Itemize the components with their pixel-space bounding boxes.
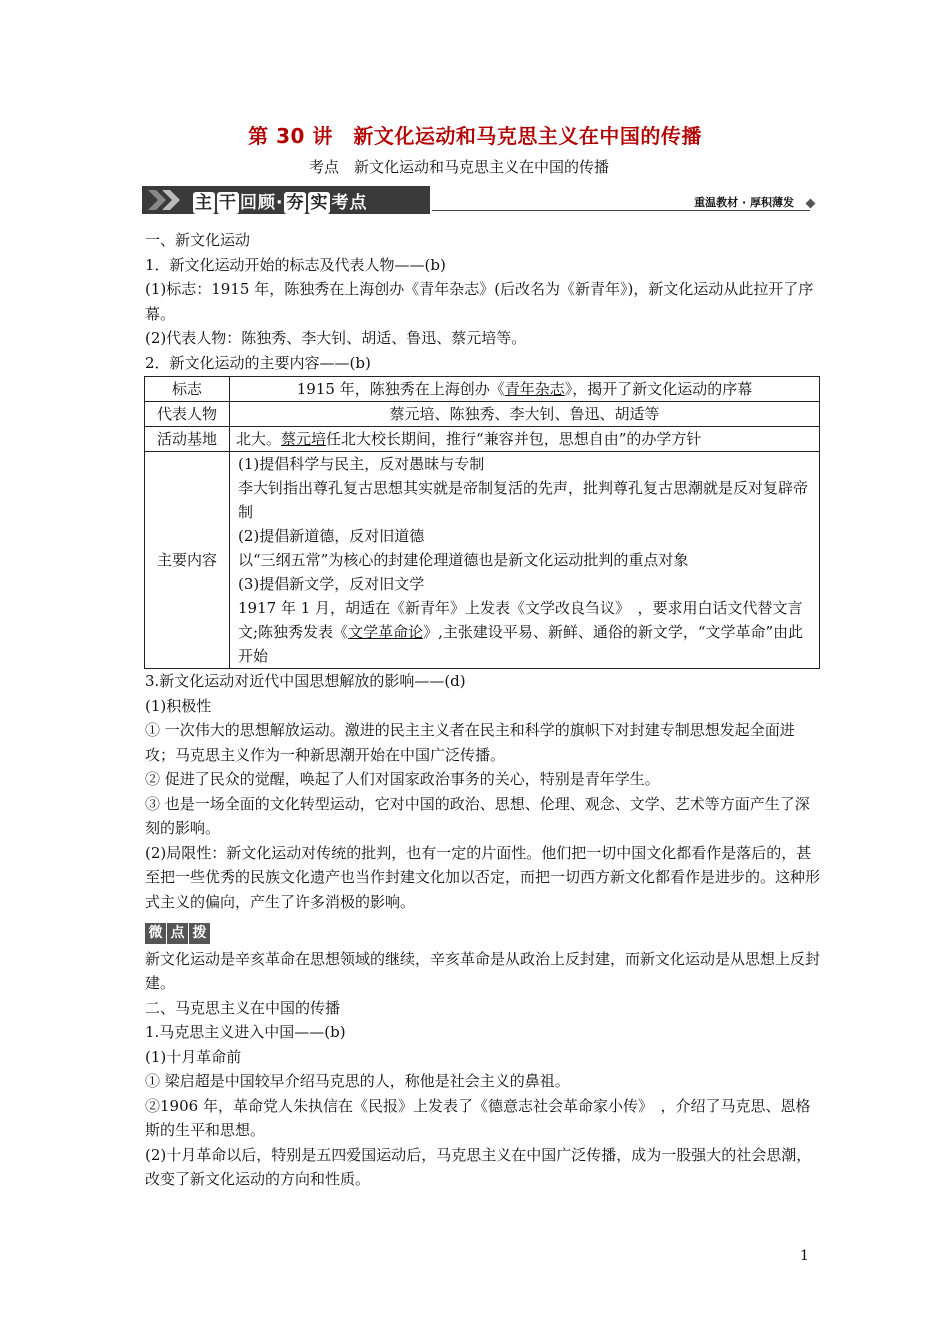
subsection-heading: 3.新文化运动对近代中国思想解放的影响——(d): [145, 672, 466, 690]
subsection-heading: 1．新文化运动开始的标志及代表人物——(b): [145, 255, 446, 274]
cell-line: 李大钊指出尊孔复古思想其实就是帝制复活的先声，批判尊孔复古思潮就是反对复辟帝制: [238, 479, 809, 521]
diamond-icon: [806, 199, 816, 209]
underlined-text: 文学革命论: [348, 623, 424, 641]
table-cell: [230, 377, 820, 402]
table-row: [145, 377, 820, 402]
tip-char: 点: [167, 923, 188, 944]
paragraph: (1)十月革命前: [145, 1047, 242, 1066]
banner-char: 干: [219, 193, 237, 213]
banner-char: 顾: [258, 193, 276, 213]
tip-char: 微: [145, 923, 166, 944]
cell-text: 》，揭开了新文化运动的序幕: [564, 380, 753, 398]
paragraph: (1)积极性: [145, 696, 212, 715]
section-banner: [142, 186, 818, 216]
section-heading: 一、新文化运动: [145, 231, 251, 249]
cell-line: (3)提倡新文学，反对旧文学: [238, 575, 425, 593]
table-label: 代表人物: [145, 402, 230, 427]
subsection-heading: 2．新文化运动的主要内容——(b): [145, 353, 371, 372]
tip-badge: [145, 920, 211, 945]
table-row: [145, 427, 820, 452]
cell-text: 任北大校长期间，推行“兼容并包，思想自由”的办学方针: [326, 430, 702, 448]
table-cell: [230, 452, 820, 669]
page-number: 1: [800, 1248, 809, 1264]
list-item: ③ 也是一场全面的文化转型运动，它对中国的政治、思想、伦理、观念、文学、艺术等方面产生了深刻的影响。: [145, 794, 810, 837]
underlined-text: 蔡元培: [281, 430, 327, 448]
paragraph: (2)代表人物：陈独秀、李大钊、胡适、鲁迅、蔡元培等。: [145, 329, 527, 347]
banner-title: [192, 188, 367, 214]
banner-divider: [432, 210, 810, 211]
list-item: ① 梁启超是中国较早介绍马克思的人，称他是社会主义的鼻祖。: [145, 1072, 570, 1090]
banner-char: 回: [240, 193, 258, 213]
paragraph: (2)十月革命以后，特别是五四爱国运动后，马克思主义在中国广泛传播，成为一股强大的社会思潮，改变了新文化运动的方向和性质。: [145, 1145, 812, 1188]
table-cell: [230, 427, 820, 452]
cell-text: 1915 年，陈独秀在上海创办《: [296, 380, 505, 398]
cell-line: (2)提倡新道德，反对旧道德: [238, 527, 425, 545]
table-label: 主要内容: [145, 452, 230, 669]
banner-char: 实: [310, 193, 329, 213]
paragraph: (1)标志：1915 年，陈独秀在上海创办《青年杂志》(后改名为《新青年》)，新文化运动从此拉开了序幕。: [145, 280, 814, 323]
chevron-icon: [146, 186, 190, 214]
banner-char: ·: [276, 193, 284, 213]
cell-line: 以“三纲五常”为核心的封建伦理道德也是新文化运动批判的重点对象: [238, 551, 689, 569]
list-item: ②1906 年，革命党人朱执信在《民报》上发表了《德意志社会革命家小传》 ，介绍了马克思、恩格斯的生平和思想。: [145, 1096, 811, 1139]
tip-text: 新文化运动是辛亥革命在思想领域的继续，辛亥革命是从政治上反封建，而新文化运动是从思想上反封建。: [145, 949, 821, 992]
list-item: ② 促进了民众的觉醒，唤起了人们对国家政治事务的关心，特别是青年学生。: [145, 770, 660, 788]
subsection-heading: 1.马克思主义进入中国——(b): [145, 1023, 346, 1041]
paragraph: (2)局限性：新文化运动对传统的批判，也有一定的片面性。他们把一切中国文化都看作是落后的，甚至把一些优秀的民族文化遗产也当作封建文化加以否定，而把一切西方新文化都看作是进步的。这种形式主义的偏向，产生了许多消极的影响。: [145, 843, 821, 911]
content-table: [144, 376, 820, 669]
list-item: ① 一次伟大的思想解放运动。激进的民主主义者在民主和科学的旗帜下对封建专制思想发起全面进攻；马克思主义作为一种新思潮开始在中国广泛传播。: [145, 721, 795, 764]
banner-char: 夯: [286, 193, 305, 213]
cell-text: 1917 年 1 月，胡适在《新青年》上发表《文学改良刍议》 ，要求用白话文代替文言文;陈独秀发表《: [238, 599, 803, 641]
underlined-text: 青年杂志: [504, 380, 565, 398]
page-title: 第 30 讲 新文化运动和马克思主义在中国的传播: [248, 124, 702, 148]
table-cell: 蔡元培、陈独秀、李大钊、鲁迅、胡适等: [230, 402, 820, 427]
main-content: [145, 228, 821, 1192]
table-row: [145, 402, 820, 427]
table-label: 活动基地: [145, 427, 230, 452]
banner-slogan: 重温教材 · 厚积薄发: [694, 196, 794, 209]
cell-text: 北大。: [236, 430, 282, 448]
banner-background: [142, 186, 430, 214]
tip-char: 拨: [189, 923, 210, 944]
banner-char: 考: [331, 193, 350, 213]
cell-text: 》,主张建设平易、新鲜、通俗的新文学，“文学革命”由此开始: [238, 623, 804, 665]
section-heading: 二、马克思主义在中国的传播: [145, 998, 341, 1017]
banner-char: 主: [195, 193, 213, 213]
banner-char: 点: [349, 193, 368, 213]
cell-line: [238, 596, 811, 668]
table-row: [145, 452, 820, 669]
cell-line: (1)提倡科学与民主，反对愚昧与专制: [238, 455, 485, 473]
page-subtitle: 考点 新文化运动和马克思主义在中国的传播: [309, 158, 610, 176]
table-label: 标志: [145, 377, 230, 402]
